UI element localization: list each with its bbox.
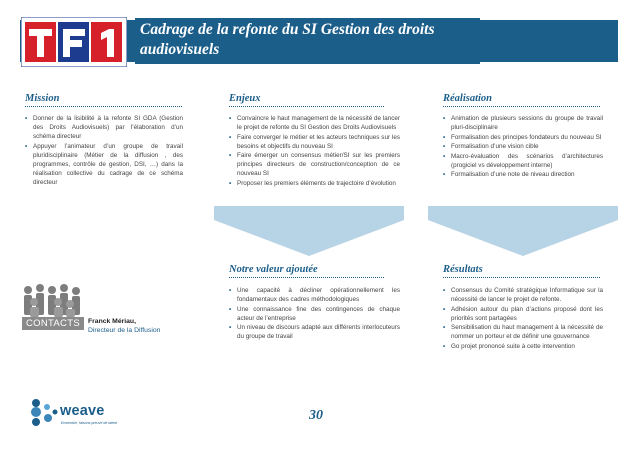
list-item: • Un niveau de discours adapté aux différents interlocuteurs du groupe de travail xyxy=(229,323,400,341)
list-item: • Formalisation d’une note de niveau direction xyxy=(443,170,603,179)
resultats-list xyxy=(443,286,603,351)
mission-title: Mission xyxy=(25,93,60,104)
mission-list xyxy=(25,114,183,187)
valeur-list xyxy=(229,286,400,342)
list-item: • Adhésion autour du plan d’actions proposé dont les priorités sont partagées xyxy=(443,305,603,323)
list-item: • Go projet prononcé suite à cette intervention xyxy=(443,342,603,351)
chevron-right-shape xyxy=(428,206,618,256)
enjeux-divider xyxy=(229,106,384,107)
valeur-title: Notre valeur ajoutée xyxy=(229,264,318,275)
realisation-divider xyxy=(443,106,600,107)
list-item: • Animation de plusieurs sessions du groupe de travail pluri-disciplinaire xyxy=(443,114,603,132)
enjeux-list xyxy=(229,114,400,188)
contact-role: Directeur de la Diffusion xyxy=(88,327,161,334)
list-item: • Appuyer l’animateur d’un groupe de travail pluridisciplinaire (Métier de la diffusion , des programmes, contrôle de gestion, DSI, …) dans la réalisation collective du cadrage de ce schéma directeur xyxy=(25,142,183,187)
contact-name: Franck Mériau, xyxy=(88,318,136,325)
page-number: 30 xyxy=(309,408,323,423)
list-item: • Formalisation d’une vision cible xyxy=(443,142,603,151)
weave-brand: weave xyxy=(60,403,105,419)
list-item: • Macro-évaluation des scénarios d’architectures (progiciel vs développement interne) xyxy=(443,152,603,170)
list-item: • Formalisation des principes fondateurs du nouveau SI xyxy=(443,133,603,142)
list-item: • Une capacité à décliner opérationnellement les fondamentaux des cadres méthodologiques xyxy=(229,286,400,304)
list-item: • Une connaissance fine des contingences de chaque acteur de l’entreprise xyxy=(229,305,400,323)
tf1-logo xyxy=(21,17,127,67)
flow-chevrons xyxy=(214,206,619,258)
weave-tagline: Ensemble, faisons preuve de talent xyxy=(61,421,118,425)
list-item: • Faire converger le métier et les acteurs techniques sur les besoins et objectifs du nouveau SI xyxy=(229,133,400,151)
list-item: • Proposer les premiers éléments de trajectoire d’évolution xyxy=(229,179,400,188)
mission-divider xyxy=(25,106,182,107)
realisation-list xyxy=(443,114,603,180)
contacts-label: CONTACTS xyxy=(22,317,84,330)
list-item: • Sensibilisation du haut management à la nécessité de nommer un porteur et de définir une gouvernance xyxy=(443,323,603,341)
chevron-left-shape xyxy=(214,206,404,256)
list-item: • Faire émerger un consensus métier/SI sur les premiers principes directeurs de construction/conception de ce nouveau SI xyxy=(229,151,400,178)
realisation-title: Réalisation xyxy=(443,93,493,104)
resultats-divider xyxy=(443,277,600,278)
list-item: • Convaincre le haut management de la nécessité de lancer le projet de refonte du SI Gestion des Droits Audiovisuels xyxy=(229,114,400,132)
enjeux-title: Enjeux xyxy=(229,93,261,104)
page-title: Cadrage de la refonte du SI Gestion des droits audiovisuels xyxy=(140,21,435,58)
weave-logo-icon xyxy=(30,398,58,428)
valeur-divider xyxy=(229,277,384,278)
list-item: • Consensus du Comité stratégique Informatique sur la nécessité de lancer le projet de refonte. xyxy=(443,286,603,304)
resultats-title: Résultats xyxy=(443,264,483,275)
list-item: • Donner de la lisibilité à la refonte SI GDA (Gestion des Droits Audiovisuels) par l’élaboration d’un schéma directeur xyxy=(25,114,183,141)
